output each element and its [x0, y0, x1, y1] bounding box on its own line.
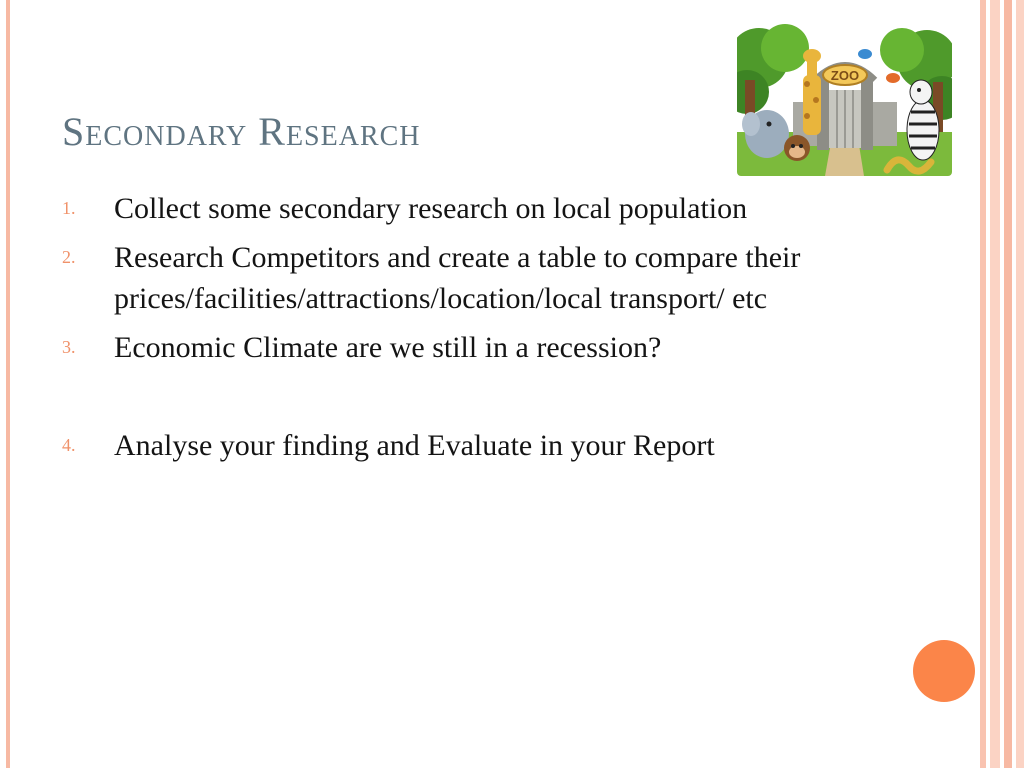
list-item: [62, 425, 822, 466]
list-item-text: Economic Climate are we still in a recession?: [114, 331, 662, 364]
right-border-stripe: [1004, 0, 1012, 768]
list-number: 2.: [62, 247, 76, 267]
zoo-sign-text: ZOO: [830, 68, 860, 83]
list-item: [62, 327, 822, 368]
list-item-text: Research Competitors and create a table to compare their prices/facilities/attractions/location/local transport/ etc: [114, 241, 801, 315]
list-number: 1.: [62, 198, 76, 218]
numbered-list: [62, 188, 822, 466]
slide-title: Secondary Research: [62, 109, 421, 154]
list-number: 3.: [62, 337, 76, 357]
list-item: [62, 188, 822, 229]
right-border-stripe: [1016, 0, 1024, 768]
right-border-stripe: [980, 0, 986, 768]
list-item-text: Analyse your finding and Evaluate in your Report: [114, 429, 715, 462]
list-item-text: Collect some secondary research on local population: [114, 192, 748, 225]
left-border-stripe: [6, 0, 10, 768]
list-item: [62, 237, 822, 319]
zoo-illustration: [737, 20, 952, 176]
list-number: 4.: [62, 435, 76, 455]
accent-circle: [913, 640, 975, 702]
right-border-stripe: [990, 0, 1000, 768]
